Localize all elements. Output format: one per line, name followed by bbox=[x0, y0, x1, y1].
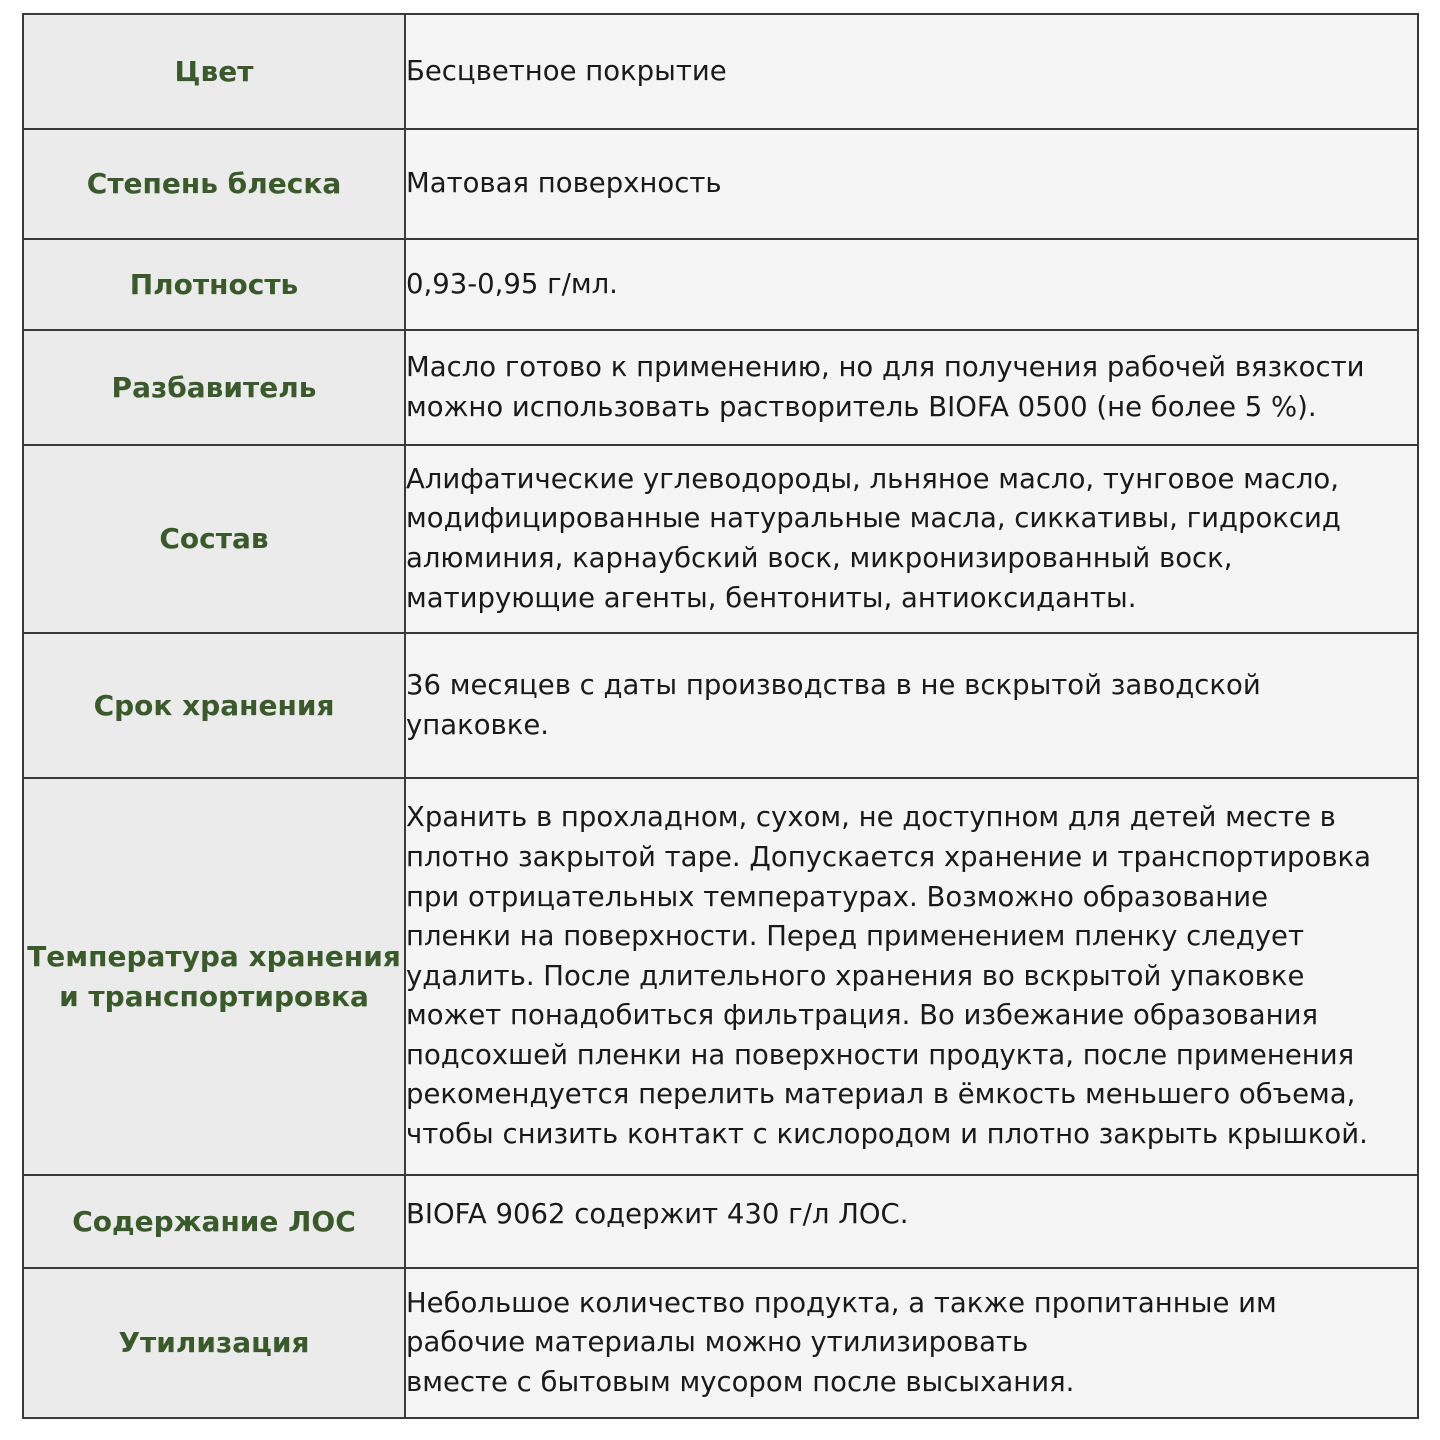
row-value-text: Хранить в прохладном, сухом, не доступном для детей месте в плотно закрытой таре. Допускается хранение и транспортировка при отрицательных температурах. Возможно образование пленки на поверхности. Перед применением пленку следует удалить. После длительного хранения во вскрытой упаковке может понадобиться фильтрация. Во избежание образования подсохшей пленки на поверхности продукта, после применения рекомендуется перелить материал в ёмкость меньшего объема, чтобы снизить контакт с кислородом и плотно закрыть крышкой. bbox=[406, 801, 1372, 1151]
row-label-text: Содержание ЛОС bbox=[72, 1204, 356, 1238]
table-row bbox=[23, 14, 1418, 129]
row-label-text: Состав bbox=[159, 522, 269, 555]
table-row bbox=[23, 129, 1418, 239]
row-value bbox=[405, 1268, 1418, 1418]
row-value-text: 36 месяцев с даты производства в не вскрытой заводской упаковке. bbox=[406, 668, 1261, 741]
row-value-text: BIOFA 9062 содержит 430 г/л ЛОС. bbox=[406, 1198, 909, 1230]
row-label bbox=[23, 1268, 405, 1418]
row-value-text: Матовая поверхность bbox=[406, 167, 722, 200]
row-label bbox=[23, 778, 405, 1175]
row-value bbox=[405, 330, 1418, 445]
table-row bbox=[23, 1268, 1418, 1418]
table-row bbox=[23, 633, 1418, 778]
row-label-text: Срок хранения bbox=[93, 688, 335, 722]
table-row bbox=[23, 445, 1418, 633]
row-label bbox=[23, 330, 405, 445]
row-label bbox=[23, 14, 405, 129]
row-label bbox=[23, 633, 405, 778]
row-label-text: Разбавитель bbox=[111, 370, 317, 404]
row-label-text: Температура хранения и транспортировка bbox=[27, 939, 401, 1013]
row-label bbox=[23, 129, 405, 239]
table-row bbox=[23, 778, 1418, 1175]
row-label-text: Утилизация bbox=[118, 1326, 310, 1359]
row-value bbox=[405, 239, 1418, 330]
spec-table bbox=[22, 13, 1419, 1419]
row-value bbox=[405, 778, 1418, 1175]
table-row bbox=[23, 330, 1418, 445]
row-value bbox=[405, 633, 1418, 778]
row-label-text: Степень блеска bbox=[86, 167, 342, 200]
table-row bbox=[23, 1175, 1418, 1268]
table-row bbox=[23, 239, 1418, 330]
row-label-text: Цвет bbox=[174, 54, 254, 88]
row-label bbox=[23, 445, 405, 633]
row-value bbox=[405, 129, 1418, 239]
row-value-text: Масло готово к применению, но для получения рабочей вязкости можно использовать растворитель BIOFA 0500 (не более 5 %). bbox=[406, 350, 1365, 423]
row-value-text: Небольшое количество продукта, а также пропитанные им рабочие материалы можно утилизировать вместе с бытовым мусором после высыхания. bbox=[406, 1286, 1277, 1398]
row-label bbox=[23, 239, 405, 330]
row-value bbox=[405, 445, 1418, 633]
row-label bbox=[23, 1175, 405, 1268]
row-value bbox=[405, 1175, 1418, 1268]
row-value bbox=[405, 14, 1418, 129]
row-value-text: Алифатические углеводороды, льняное масло, тунговое масло, модифицированные натуральные масла, сиккативы, гидроксид алюминия, карнаубский воск, микронизированный воск, матирующие агенты, бентониты, антиоксиданты. bbox=[406, 462, 1341, 614]
row-label-text: Плотность bbox=[129, 267, 299, 301]
row-value-text: Бесцветное покрытие bbox=[406, 54, 727, 87]
row-value-text: 0,93-0,95 г/мл. bbox=[406, 267, 618, 300]
